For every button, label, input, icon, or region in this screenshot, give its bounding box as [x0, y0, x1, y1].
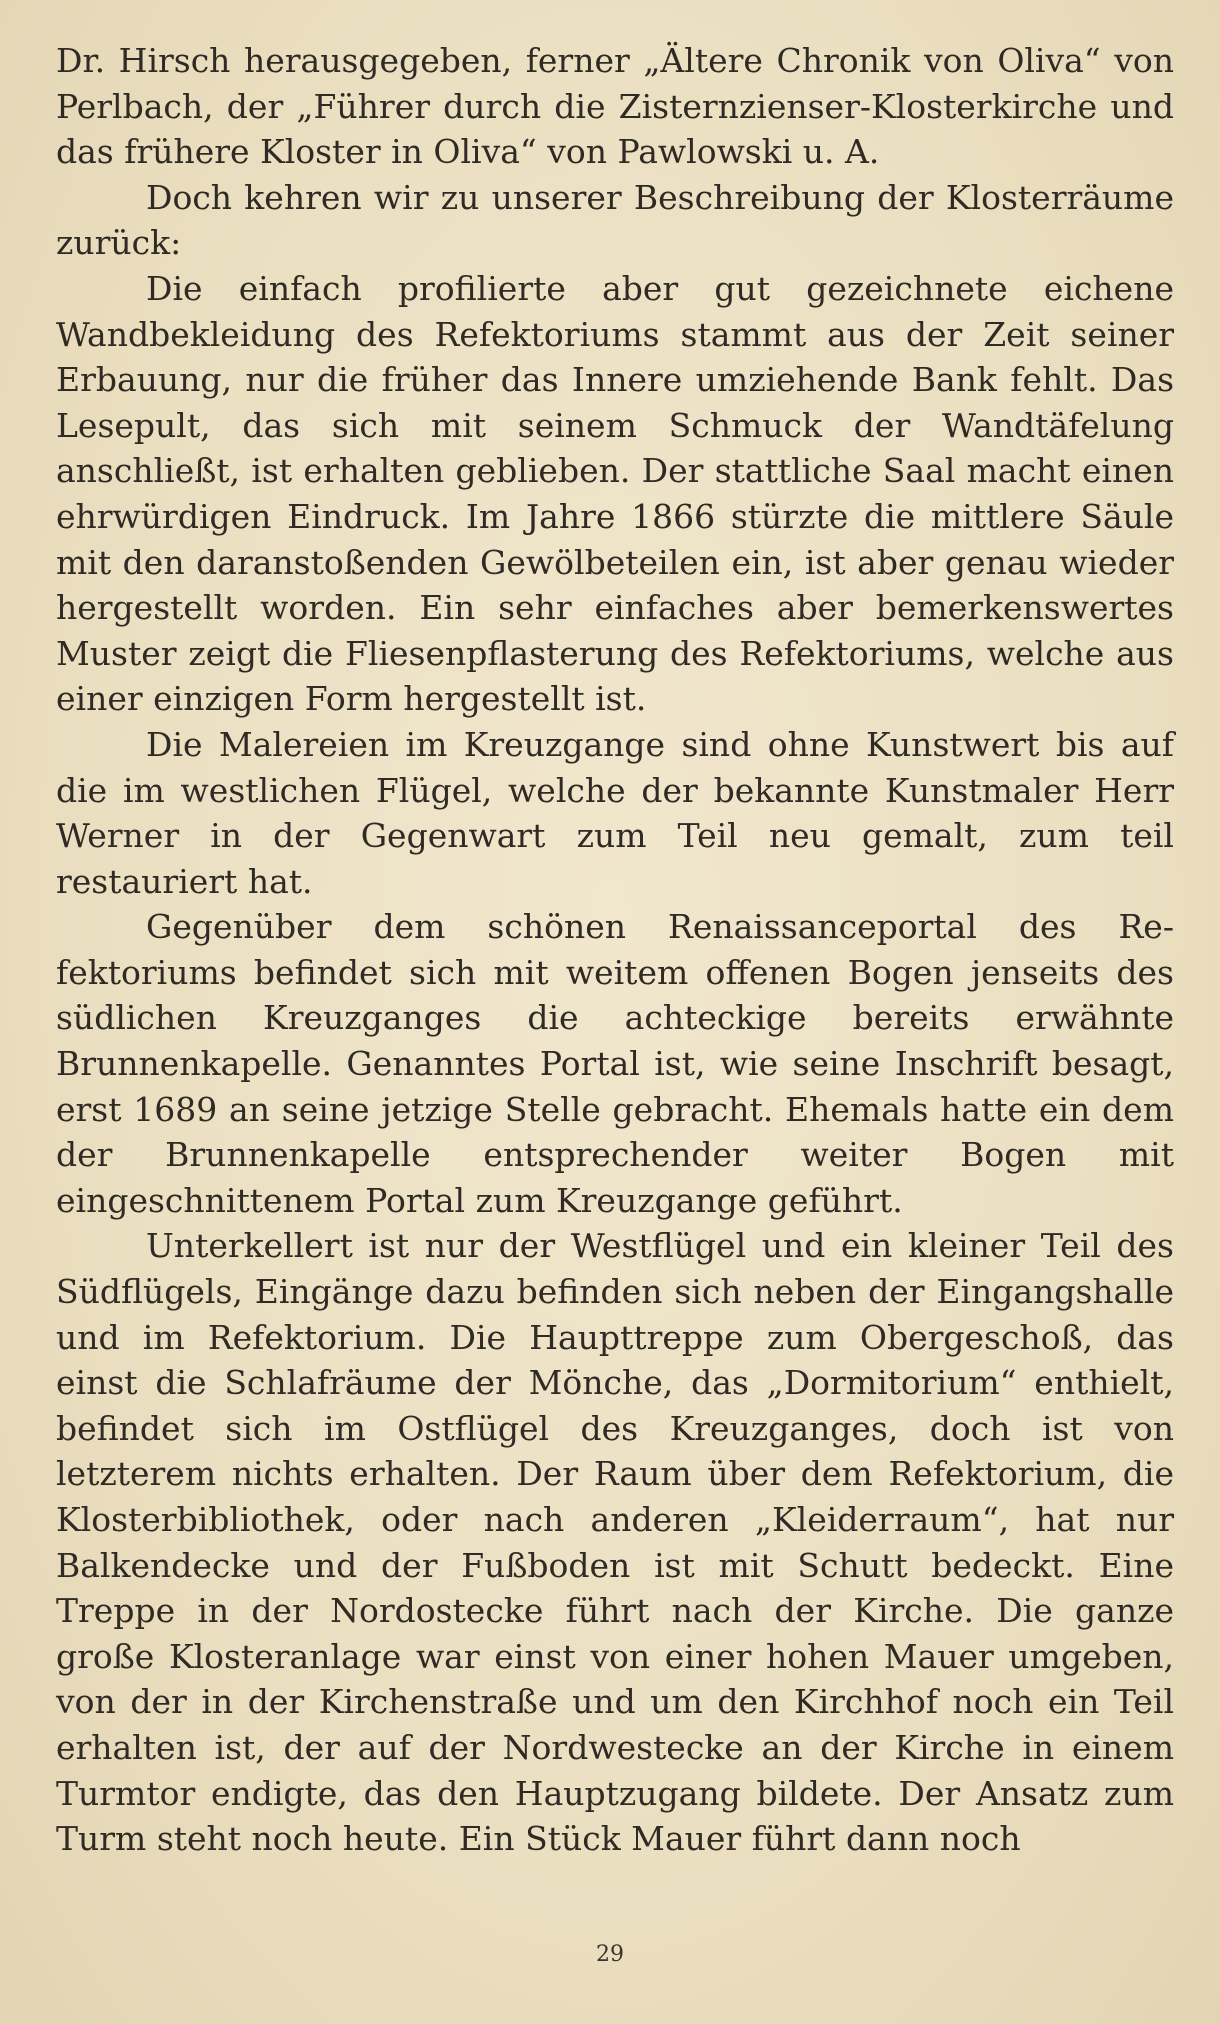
page-number: 29 — [596, 1942, 624, 1967]
paragraph-3: Die einfach profilierte aber gut gezeichnete eichene Wandbekleidung des Refektoriums stammt aus der Zeit seiner Erbauung, nur die früher das Innere umziehende Bank fehlt. Das Lesepult, das sich mit seinem Schmuck der Wandtäfelung anschließt, ist erhalten geblieben. Der stattliche Saal macht einen ehrwürdigen Eindruck. Im Jahre 1866 stürzte die mittlere Säule mit den daranstoßenden Gewölbeteilen ein, ist aber genau wieder hergestellt worden. Ein sehr einfaches aber bemerkenswertes Muster zeigt die Fliesenpflasterung des Refektoriums, welche aus einer einzigen Form hergestellt ist. — [56, 268, 1174, 719]
paragraph-1: Dr. Hirsch herausgegeben, ferner „Ältere Chronik von Oliva“ von Perlbach, der „Führer durch die Zisternzienser-Klosterkirche und das frühere Kloster in Oliva“ von Pawlowski u. A. — [56, 41, 1174, 172]
paragraph-5: Gegenüber dem schönen Renaissanceportal des Refektoriums befindet sich mit weitem offenen Bogen jenseits des südlichen Kreuzganges die achteckige bereits erwähnte Brunnenkapelle. Genanntes Portal ist, wie seine Inschrift besagt, erst 1689 an seine jetzige Stelle gebracht. Ehemals hatte ein dem der Brunnenkapelle entsprechender weiter Bogen mit eingeschnittenem Portal zum Kreuzgange geführt. — [56, 907, 1174, 1220]
paragraph-6: Unterkellert ist nur der Westflügel und ein kleiner Teil des Südflügels, Eingänge dazu befinden sich neben der Eingangshalle und im Refektorium. Die Haupttreppe zum Obergeschoß, das einst die Schlafräume der Mönche, das „Dormitorium“ enthielt, befindet sich im Ostflügel des Kreuzganges, doch ist von letzterem nichts erhalten. Der Raum über dem Refektorium, die Klosterbibliothek, oder nach anderen „Kleiderraum“, hat nur Balkendecke und der Fußboden ist mit Schutt bedeckt. Eine Treppe in der Nordostecke führt nach der Kirche. Die ganze große Klosteranlage war einst von einer hohen Mauer umgeben, von der in der Kirchenstraße und um den Kirchhof noch ein Teil erhalten ist, der auf der Nordwestecke an der Kirche in einem Turmtor endigte, das den Hauptzugang bildete. Der Ansatz zum Turm steht noch heute. Ein Stück Mauer führt dann noch — [56, 1226, 1174, 1859]
paragraph-4: Die Malereien im Kreuzgange sind ohne Kunstwert bis auf die im westlichen Flügel, welche der bekannte Kunstmaler Herr Werner in der Gegenwart zum Teil neu gemalt, zum teil restauriert hat. — [56, 724, 1174, 901]
body-text — [56, 38, 1174, 1862]
paragraph-2: Doch kehren wir zu unserer Beschreibung der Klosterräume zurück: — [56, 177, 1174, 263]
